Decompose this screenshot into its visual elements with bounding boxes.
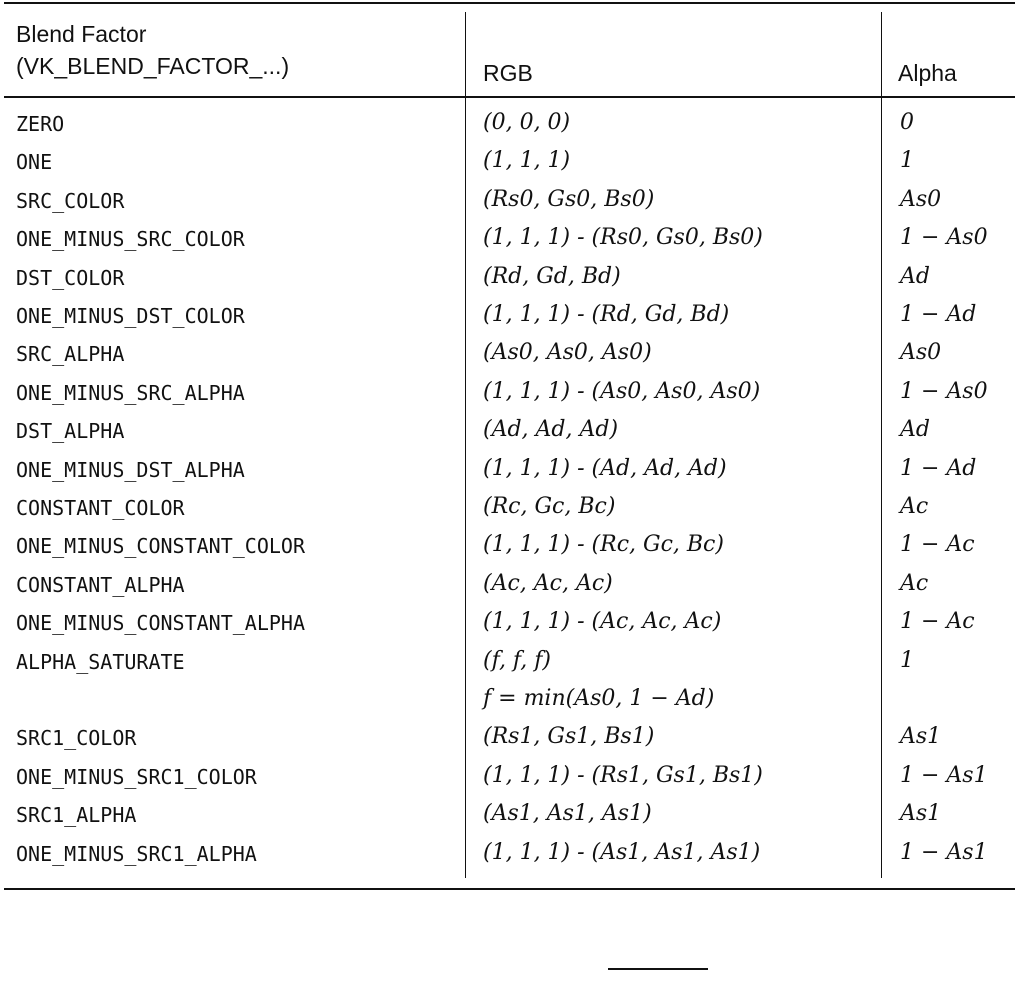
page-footer-rule <box>608 968 708 970</box>
alpha-value: Ac <box>900 570 929 596</box>
table-row <box>4 452 1015 490</box>
rgb-value: (f, f, f) <box>483 647 551 673</box>
table-row <box>4 644 1015 682</box>
alpha-value: As1 <box>900 801 942 827</box>
rgb-value: (1, 1, 1) <box>483 148 571 174</box>
table-row <box>4 759 1015 797</box>
rgb-value: (As1, As1, As1) <box>483 801 652 827</box>
rgb-value: (1, 1, 1) - (Ac, Ac, Ac) <box>483 609 722 635</box>
alpha-value: 1 <box>900 647 914 673</box>
rgb-value: f = min(As0, 1 − Ad) <box>483 686 715 711</box>
table-row <box>4 836 1015 874</box>
table-row <box>4 260 1015 298</box>
header-blend-factor-line1: Blend Factor <box>16 21 147 47</box>
blend-factor-name: DST_ALPHA <box>16 419 125 444</box>
rgb-value: (Rs0, Gs0, Bs0) <box>483 186 655 212</box>
header-rgb: RGB <box>483 60 533 86</box>
rgb-value: (1, 1, 1) - (Rs1, Gs1, Bs1) <box>483 762 763 788</box>
blend-factor-name: SRC1_COLOR <box>16 726 137 751</box>
alpha-value: As0 <box>900 340 942 366</box>
alpha-value: As0 <box>900 186 942 212</box>
header-divider <box>4 96 1015 98</box>
table-row <box>4 336 1015 374</box>
header-blend-factor <box>16 18 289 82</box>
rgb-value: (1, 1, 1) - (As0, As0, As0) <box>483 378 761 404</box>
table-row <box>4 490 1015 528</box>
blend-factor-name: ONE_MINUS_SRC1_ALPHA <box>16 841 257 866</box>
alpha-value: 1 − Ad <box>900 455 977 481</box>
alpha-value: Ad <box>900 263 930 289</box>
alpha-value: 0 <box>900 110 914 135</box>
alpha-value: 1 − As0 <box>900 225 988 251</box>
header-blend-factor-line2: (VK_BLEND_FACTOR_...) <box>16 53 290 79</box>
blend-factor-name: ONE_MINUS_CONSTANT_COLOR <box>16 534 305 559</box>
alpha-value: Ad <box>900 417 930 443</box>
blend-factor-name: DST_COLOR <box>16 265 125 290</box>
rgb-value: (0, 0, 0) <box>483 110 571 135</box>
table-row <box>4 605 1015 643</box>
table-row <box>4 183 1015 221</box>
table-row <box>4 221 1015 259</box>
blend-factor-name: ALPHA_SATURATE <box>16 649 185 674</box>
alpha-value: As1 <box>900 724 942 750</box>
blend-factor-name: ONE_MINUS_SRC_ALPHA <box>16 380 245 405</box>
table-row <box>4 797 1015 835</box>
table-row <box>4 413 1015 451</box>
rgb-value: (1, 1, 1) - (Ad, Ad, Ad) <box>483 455 727 481</box>
table-row <box>4 144 1015 182</box>
blend-factor-name: ONE_MINUS_DST_ALPHA <box>16 457 245 482</box>
rgb-value: (Ac, Ac, Ac) <box>483 570 613 596</box>
table-row <box>4 298 1015 336</box>
blend-factor-name: CONSTANT_COLOR <box>16 496 185 520</box>
table-row <box>4 682 1015 720</box>
rgb-value: (1, 1, 1) - (As1, As1, As1) <box>483 839 761 865</box>
blend-factor-name: ONE_MINUS_CONSTANT_ALPHA <box>16 611 305 636</box>
alpha-value: 1 − As0 <box>900 378 988 404</box>
alpha-value: 1 − Ad <box>900 302 977 327</box>
rgb-value: (Rd, Gd, Bd) <box>483 263 621 289</box>
blend-factor-name: SRC_ALPHA <box>16 342 125 367</box>
blend-factor-name: SRC_COLOR <box>16 188 125 213</box>
blend-factor-name: ZERO <box>16 112 65 136</box>
blend-factor-name: ONE_MINUS_SRC1_COLOR <box>16 764 257 789</box>
table-row <box>4 106 1015 144</box>
blend-factor-name: ONE <box>16 150 53 175</box>
table-row <box>4 528 1015 566</box>
rgb-value: (1, 1, 1) - (Rc, Gc, Bc) <box>483 532 724 558</box>
rgb-value: (Ad, Ad, Ad) <box>483 417 619 443</box>
rgb-value: (Rc, Gc, Bc) <box>483 494 616 519</box>
blend-factor-table <box>4 2 1015 890</box>
alpha-value: 1 <box>900 148 914 174</box>
blend-factor-name: ONE_MINUS_SRC_COLOR <box>16 227 245 252</box>
blend-factor-name: SRC1_ALPHA <box>16 803 137 828</box>
alpha-value: 1 − Ac <box>900 532 975 558</box>
table-row <box>4 567 1015 605</box>
alpha-value: 1 − As1 <box>900 762 988 788</box>
rgb-value: (1, 1, 1) - (Rs0, Gs0, Bs0) <box>483 225 763 251</box>
table-row <box>4 375 1015 413</box>
alpha-value: Ac <box>900 494 929 519</box>
rgb-value: (1, 1, 1) - (Rd, Gd, Bd) <box>483 302 730 327</box>
alpha-value: 1 − Ac <box>900 609 975 635</box>
blend-factor-name: ONE_MINUS_DST_COLOR <box>16 304 245 328</box>
alpha-value: 1 − As1 <box>900 839 988 865</box>
header-alpha: Alpha <box>898 60 957 86</box>
table-row <box>4 720 1015 758</box>
rgb-value: (Rs1, Gs1, Bs1) <box>483 724 655 750</box>
rgb-value: (As0, As0, As0) <box>483 340 652 366</box>
blend-factor-name: CONSTANT_ALPHA <box>16 572 185 597</box>
